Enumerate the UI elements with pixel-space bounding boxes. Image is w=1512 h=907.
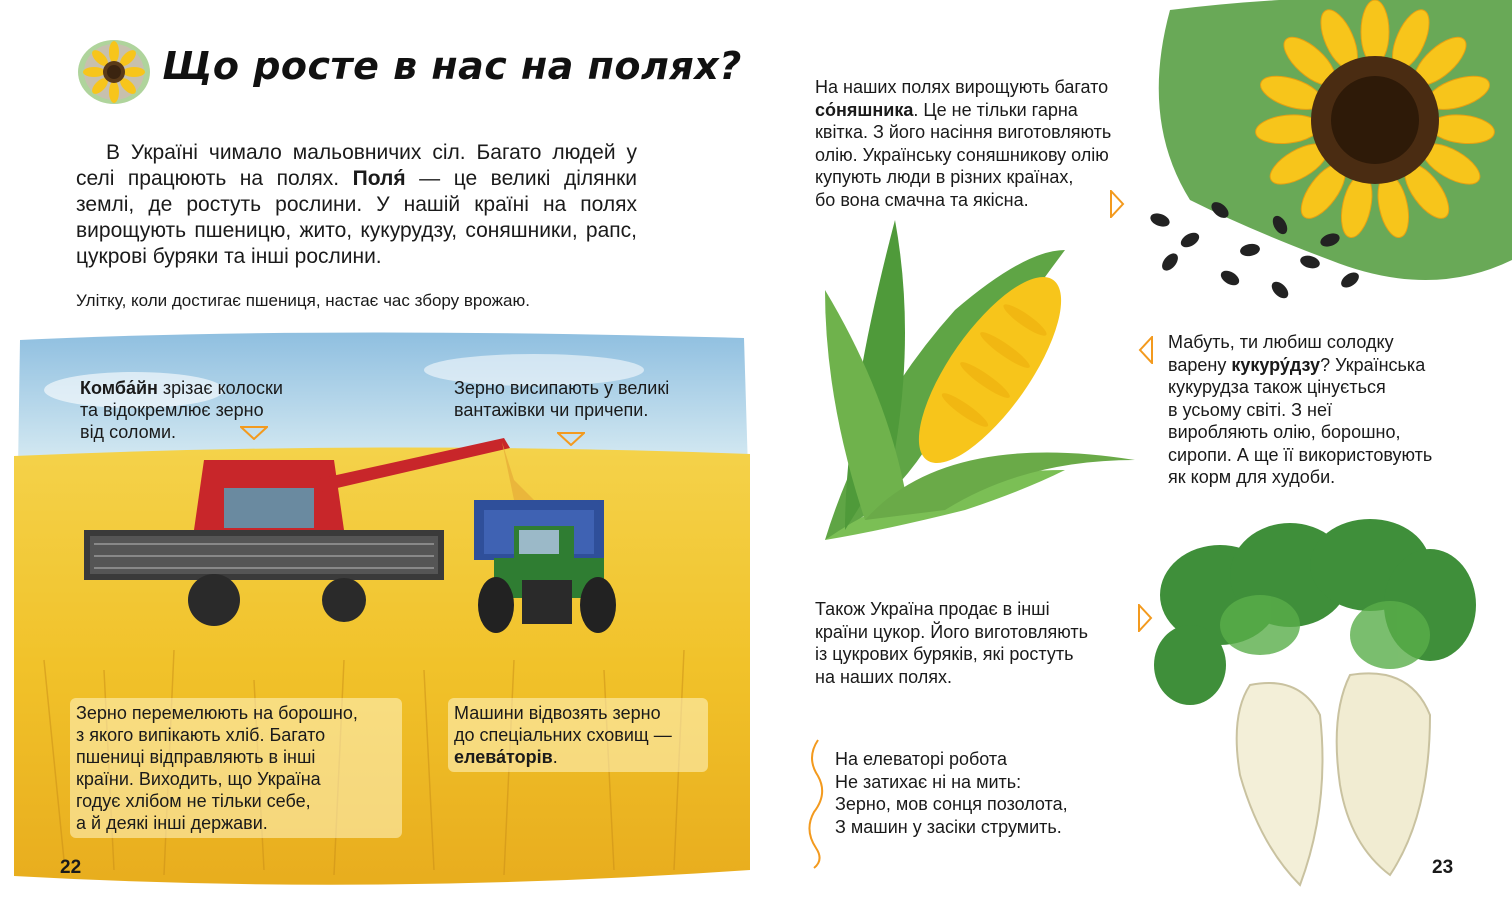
poem-l2: Не затихає ні на мить:: [835, 771, 1022, 792]
corn-l6: сиропи. А ще її використовують: [1168, 444, 1433, 465]
page-number-left: 22: [60, 857, 82, 878]
flour-caption-l3: пшениці відправляють в інші: [76, 747, 316, 767]
elevator-caption-l1: Машини відвозять зерно: [454, 703, 661, 723]
trucks-caption: [454, 377, 669, 421]
sugar-pointer-icon: [1137, 604, 1153, 632]
sunflower-l4: олію. Українську соняшникову олію: [815, 144, 1109, 165]
combine-pointer-icon: [240, 426, 268, 440]
sunflower-l3: квітка. З його насіння виготовляють: [815, 122, 1112, 142]
corn-l4: в усьому світі. З неї: [1168, 399, 1332, 420]
title-sunflower-icon: [76, 38, 152, 106]
elevator-caption-l2: до спеціальних сховищ —: [454, 725, 672, 745]
corn-bold-term: кукуру́дзу: [1231, 354, 1321, 375]
corn-l2-rest: ? Українська: [1320, 354, 1426, 375]
intro-text-1: В Україні чимало мальовничих сіл. Багато людей у селі працюють на полях.: [76, 141, 637, 190]
combine-caption-l3: від соломи.: [80, 422, 177, 442]
intro-text-2: — це великі ділянки землі, де ростуть рослини. У нашій країні на полях вирощують пшеницю, жито, кукурудзу, соняшники, рапс, цукрові буряки та інші рослини.: [76, 167, 637, 268]
flour-caption-l5: годує хлібом не тільки себе,: [76, 791, 311, 811]
corn-text: [1168, 331, 1432, 489]
page-title: Що росте в нас на полях?: [162, 44, 742, 88]
poem-l3: Зерно, мов сонця позолота,: [835, 794, 1068, 814]
intro-paragraph: [76, 140, 637, 270]
elevator-caption: [448, 698, 708, 772]
sunflower-l2: . Це не тільки гарна: [913, 99, 1078, 120]
corn-illustration: [805, 210, 1155, 560]
sugar-beet-illustration: [1150, 515, 1480, 895]
combine-caption-l2: та відокремлює зерно: [80, 400, 264, 420]
combine-bold-term: Комба́йн: [80, 378, 158, 398]
poem-l4: З машин у засіки струмить.: [835, 816, 1062, 837]
sunflower-l6: бо вона смачна та якісна.: [815, 189, 1029, 210]
corn-l3: кукурудза також цінується: [1168, 377, 1386, 397]
sunflower-illustration: [1130, 0, 1512, 310]
elevator-caption-end: .: [552, 747, 558, 767]
flour-caption-l4: країни. Виходить, що Україна: [76, 769, 321, 789]
flour-caption-l6: а й деякі інші держави.: [76, 813, 268, 833]
trucks-caption-l1: Зерно висипають у великі: [454, 378, 670, 398]
sunflower-l5: купують люди в різних країнах,: [815, 167, 1074, 187]
tractor-trailer: [474, 500, 616, 633]
intro-bold-term: Поля́: [352, 167, 406, 190]
sugar-l4: на наших полях.: [815, 666, 953, 687]
flour-caption: [70, 698, 402, 838]
corn-l5: виробляють олію, борошно,: [1168, 422, 1401, 442]
corn-pointer-icon: [1138, 336, 1154, 364]
flour-caption-l2: з якого випікають хліб. Багато: [76, 725, 326, 745]
corn-l7: як корм для худоби.: [1168, 467, 1336, 487]
poem-decoration: [804, 738, 826, 870]
elevator-bold-term: елева́торів: [454, 747, 553, 767]
sugar-l1: Також Україна продає в інші: [815, 599, 1050, 619]
trucks-caption-l2: вантажівки чи причепи.: [454, 400, 649, 420]
sugar-l3: із цукрових буряків, які ростуть: [815, 644, 1074, 664]
sugar-text: [815, 598, 1088, 688]
page-number-right: 23: [1432, 857, 1454, 878]
corn-l1: Мабуть, ти любиш солодку: [1168, 332, 1394, 352]
sugar-l2: країни цукор. Його виготовляють: [815, 621, 1089, 642]
flour-caption-l1: Зерно перемелюють на борошно,: [76, 703, 358, 723]
summer-note: Улітку, коли достигає пшениця, настає час збору врожаю.: [76, 291, 530, 310]
sunflower-l1: На наших полях вирощують багато: [815, 77, 1109, 97]
poem-l1: На елеваторі робота: [835, 749, 1007, 769]
trucks-pointer-icon: [557, 432, 585, 446]
corn-l2-pre: варену: [1168, 354, 1232, 375]
sunflower-text: [815, 76, 1111, 211]
sunflower-bold-term: со́няшника: [815, 99, 914, 120]
poem: [835, 748, 1068, 838]
combine-caption-l1: зрізає колоски: [157, 378, 283, 398]
